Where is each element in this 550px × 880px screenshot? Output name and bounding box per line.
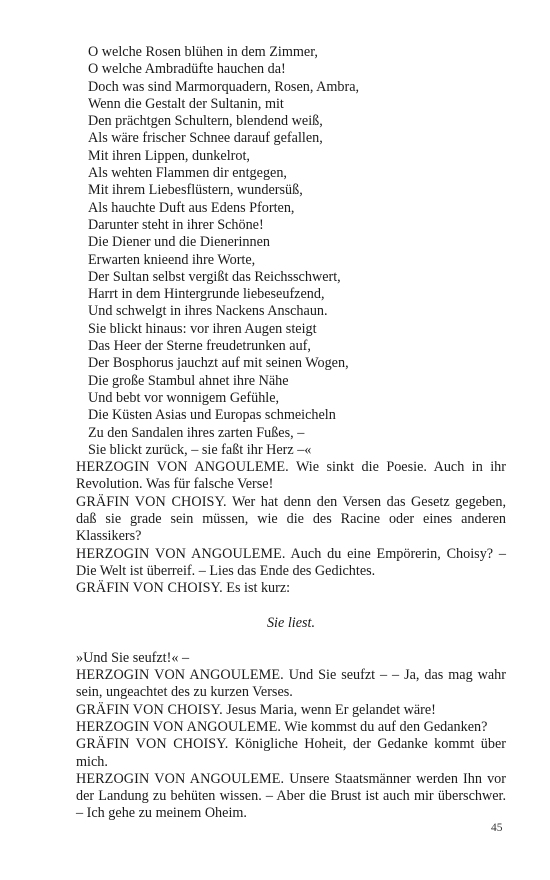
verse-line: Den prächtgen Schultern, blendend weiß, (88, 113, 323, 130)
speaker-name: HERZOGIN VON ANGOULEME. (76, 770, 285, 787)
verse-line: Darunter steht in ihrer Schöne! (88, 216, 264, 233)
speech-paragraph (76, 702, 506, 719)
speech-text: Königliche Hoheit, der Gedanke kommt über mich. (76, 736, 506, 770)
page-body (76, 44, 506, 823)
speech-paragraph (76, 459, 506, 494)
speaker-name: GRÄFIN VON CHOISY. (76, 736, 229, 753)
verse-line: Die Küsten Asias und Europas schmeicheln (88, 407, 336, 424)
verse-block (76, 44, 506, 459)
speech-text: Es ist kurz: (222, 580, 291, 597)
speaker-name: GRÄFIN VON CHOISY. (76, 580, 223, 597)
verse-line: Wenn die Gestalt der Sultanin, mit (88, 95, 284, 112)
speaker-name: HERZOGIN VON ANGOULEME. (76, 667, 284, 684)
verse-line: Und bebt vor wonnigem Gefühle, (88, 389, 280, 406)
speech-text: Auch du eine Empörerin, Choisy? – Die Welt ist überreif. – Lies das Ende des Gedichtes. (76, 545, 506, 579)
speech-paragraph (76, 494, 506, 546)
verse-line: Der Bosphorus jauchzt auf mit seinen Wogen, (88, 355, 349, 372)
speech-paragraph (76, 771, 506, 823)
verse-line: Als hauchte Duft aus Edens Pforten, (88, 199, 295, 216)
speaker-name: GRÄFIN VON CHOISY. (76, 493, 227, 510)
speech-paragraph (76, 667, 506, 702)
verse-line: Sie blickt zurück, – sie faßt ihr Herz –« (88, 441, 312, 458)
verse-line: O welche Ambradüfte hauchen da! (88, 61, 286, 78)
speech-paragraph (76, 736, 506, 771)
verse-line: O welche Rosen blühen in dem Zimmer, (88, 44, 318, 60)
verse-line: Sie blickt hinaus: vor ihren Augen steigt (88, 320, 317, 337)
speaker-name: HERZOGIN VON ANGOULEME. (76, 718, 281, 735)
speech-text: Wer hat denn den Versen das Gesetz gegeben, daß sie grade sein müssen, wie die des Racine oder eines anderen Klassikers? (76, 493, 506, 545)
dialogue-block (76, 459, 506, 597)
speech-text: Unsere Staatsmänner werden Ihn vor der Landung zu behüten wissen. – Aber die Brust ist auch mir überschwer. – Ich gehe zu meinem Oheim. (76, 770, 507, 822)
speech-text: Jesus Maria, wenn Er gelandet wäre! (222, 701, 436, 718)
verse-line: Erwarten knieend ihre Worte, (88, 251, 256, 268)
verse-line: Als wäre frischer Schnee darauf gefallen, (88, 130, 323, 147)
speech-paragraph (76, 546, 506, 581)
verse-line: Die Diener und die Dienerinnen (88, 234, 271, 251)
speech-paragraph (76, 580, 506, 597)
verse-line: Der Sultan selbst vergißt das Reichsschwert, (88, 268, 341, 285)
verse-line: Zu den Sandalen ihres zarten Fußes, – (88, 424, 305, 441)
quote-line: »Und Sie seufzt!« – (76, 649, 190, 666)
verse-line: Mit ihrem Liebesflüstern, wundersüß, (88, 182, 303, 199)
verse-line: Als wehten Flammen dir entgegen, (88, 165, 287, 182)
speech-paragraph (76, 719, 506, 736)
verse-line: Harrt in dem Hintergrunde liebeseufzend, (88, 286, 325, 303)
speech-text: Wie kommst du auf den Gedanken? (280, 718, 488, 735)
verse-line: Mit ihren Lippen, dunkelrot, (88, 147, 250, 164)
verse-line: Doch was sind Marmorquadern, Rosen, Ambra, (88, 78, 360, 95)
verse-line: Und schwelgt in ihres Nackens Anschaun. (88, 303, 328, 320)
speaker-name: HERZOGIN VON ANGOULEME. (76, 459, 289, 476)
speaker-name: GRÄFIN VON CHOISY. (76, 701, 223, 718)
speech-text: Wie sinkt die Poesie. Auch in ihr Revolution. Was für falsche Verse! (76, 459, 507, 493)
speech-text: Und Sie seufzt – – Ja, das mag wahr sein, ungeachtet des zu kurzen Verses. (76, 667, 507, 701)
stage-direction: Sie liest. (266, 614, 316, 631)
page-number: 45 (491, 822, 503, 834)
verse-line: Die große Stambul ahnet ihre Nähe (88, 372, 289, 389)
speaker-name: HERZOGIN VON ANGOULEME. (76, 545, 286, 562)
dialogue-block (76, 667, 506, 823)
verse-line: Das Heer der Sterne freudetrunken auf, (88, 338, 311, 355)
